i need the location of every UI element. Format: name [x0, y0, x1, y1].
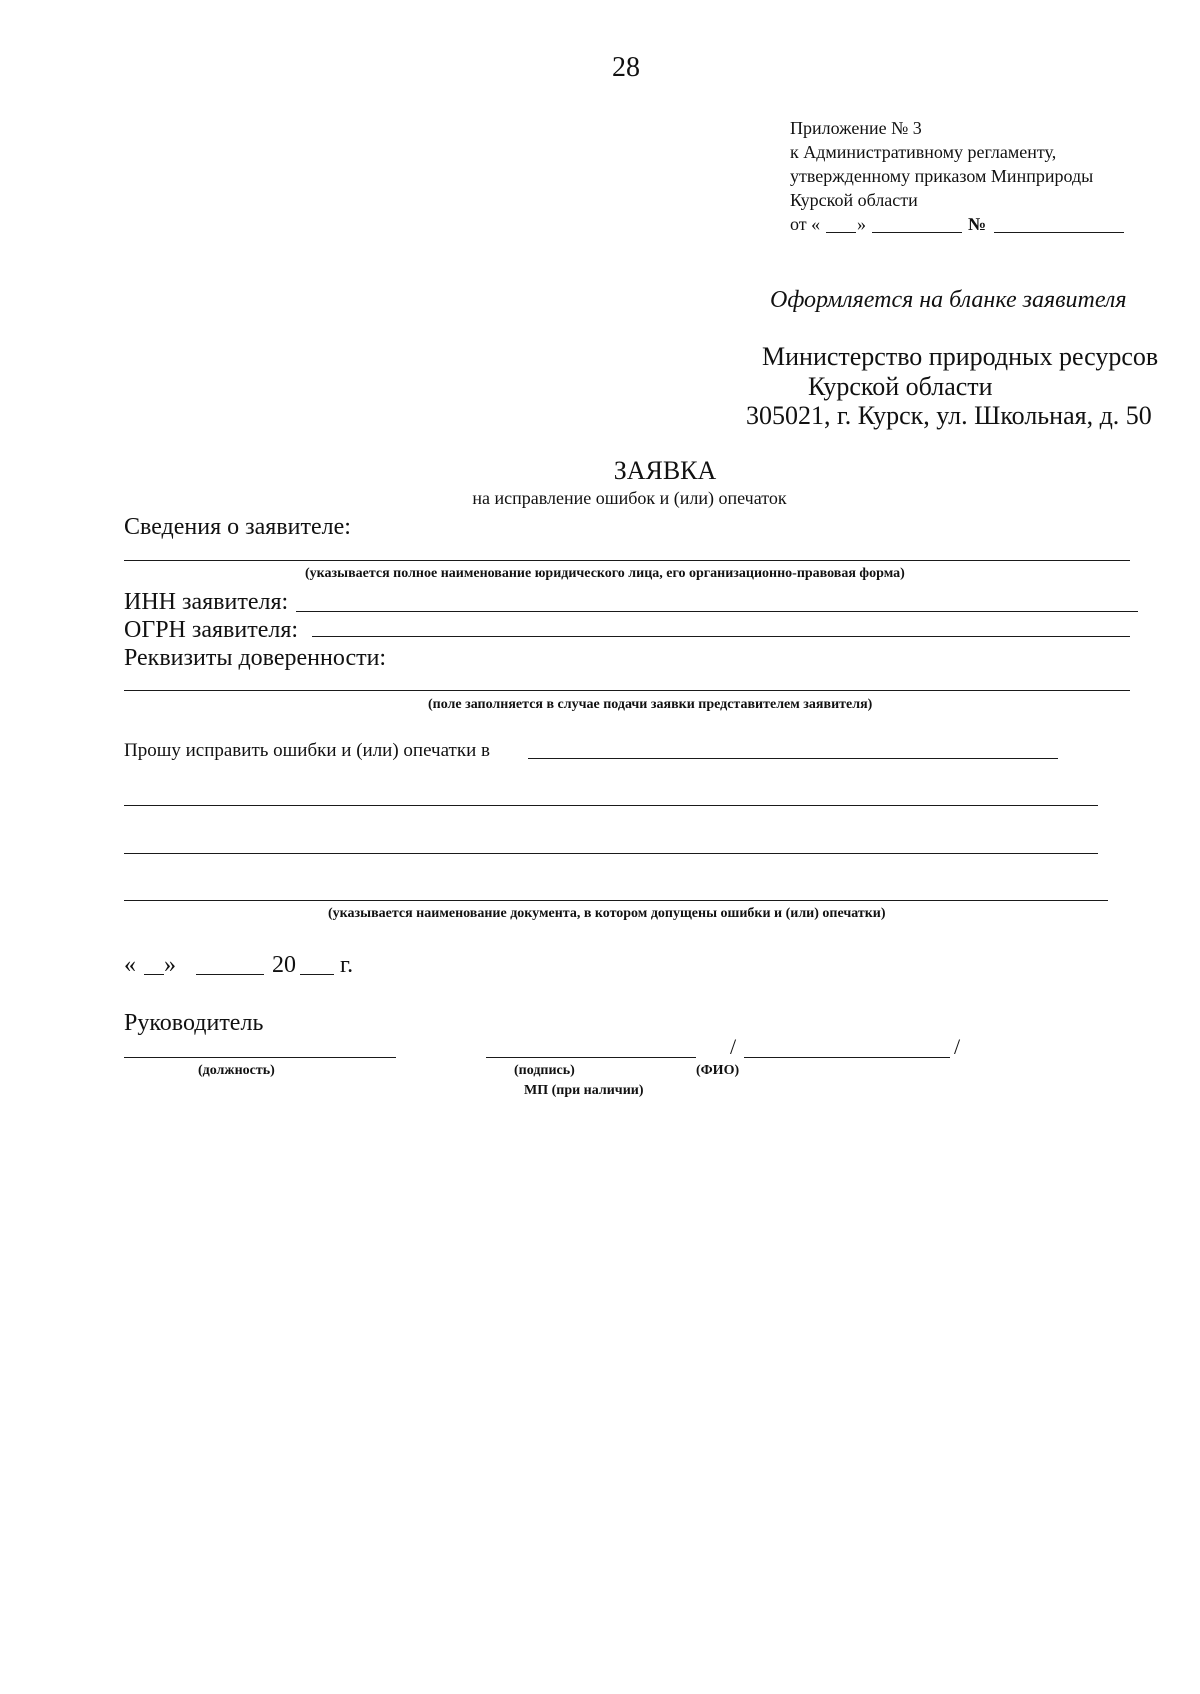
poa-label: Реквизиты доверенности:: [124, 645, 387, 671]
applicant-name-field[interactable]: [124, 560, 1130, 561]
appendix-date-close: »: [857, 214, 866, 234]
appendix-line-2: к Административному регламенту,: [790, 142, 1057, 162]
ogrn-label: ОГРН заявителя:: [124, 617, 299, 643]
appendix-number-sign: №: [968, 214, 987, 234]
date-day-field[interactable]: [144, 974, 164, 975]
appendix-line-3: утвержденному приказом Минприроды: [790, 166, 1094, 186]
date-year-suffix: г.: [340, 952, 354, 978]
inn-field[interactable]: [296, 611, 1138, 612]
request-field-2[interactable]: [124, 805, 1098, 806]
date-month-field[interactable]: [196, 974, 264, 975]
document-subtitle: на исправление ошибок и (или) опечаток: [472, 488, 787, 508]
recipient-line-2: Курской области: [808, 372, 993, 401]
signature-heading: Руководитель: [124, 1010, 264, 1036]
date-open-quote: «: [124, 952, 136, 978]
recipient-line-3: 305021, г. Курск, ул. Школьная, д. 50: [746, 401, 1152, 430]
request-field-4[interactable]: [124, 900, 1108, 901]
date-year-prefix: 20: [272, 952, 296, 978]
date-close-quote: »: [164, 952, 176, 978]
appendix-date-open: от «: [790, 214, 821, 234]
applicant-name-hint: (указывается полное наименование юридического лица, его организационно-правовая форма): [305, 566, 905, 581]
inn-label: ИНН заявителя:: [124, 589, 289, 615]
seal-hint: МП (при наличии): [524, 1083, 644, 1098]
position-hint: (должность): [198, 1063, 275, 1078]
request-field-3[interactable]: [124, 853, 1098, 854]
ogrn-field[interactable]: [312, 636, 1130, 637]
appendix-line-4: Курской области: [790, 190, 918, 210]
applicant-heading: Сведения о заявителе:: [124, 514, 351, 540]
fio-field[interactable]: [744, 1057, 950, 1058]
signature-hint: (подпись): [514, 1063, 575, 1078]
appendix-day-field[interactable]: [826, 232, 856, 233]
fio-slash-left: /: [730, 1034, 737, 1059]
poa-hint: (поле заполняется в случае подачи заявки представителем заявителя): [428, 697, 873, 712]
fio-hint: (ФИО): [696, 1063, 740, 1078]
form-note: Оформляется на бланке заявителя: [770, 287, 1127, 313]
recipient-line-1: Министерство природных ресурсов: [762, 342, 1159, 371]
document-title: ЗАЯВКА: [613, 456, 717, 485]
date-year-field[interactable]: [300, 974, 334, 975]
appendix-line-1: Приложение № 3: [790, 118, 922, 138]
appendix-number-field[interactable]: [994, 232, 1124, 233]
fio-slash-right: /: [954, 1034, 961, 1059]
request-field-1[interactable]: [528, 758, 1058, 759]
signature-field[interactable]: [486, 1057, 696, 1058]
appendix-month-field[interactable]: [872, 232, 962, 233]
request-text: Прошу исправить ошибки и (или) опечатки в: [124, 740, 490, 761]
page-number: 28: [612, 52, 640, 83]
position-field[interactable]: [124, 1057, 396, 1058]
request-doc-hint: (указывается наименование документа, в котором допущены ошибки и (или) опечатки): [328, 906, 886, 921]
poa-field[interactable]: [124, 690, 1130, 691]
